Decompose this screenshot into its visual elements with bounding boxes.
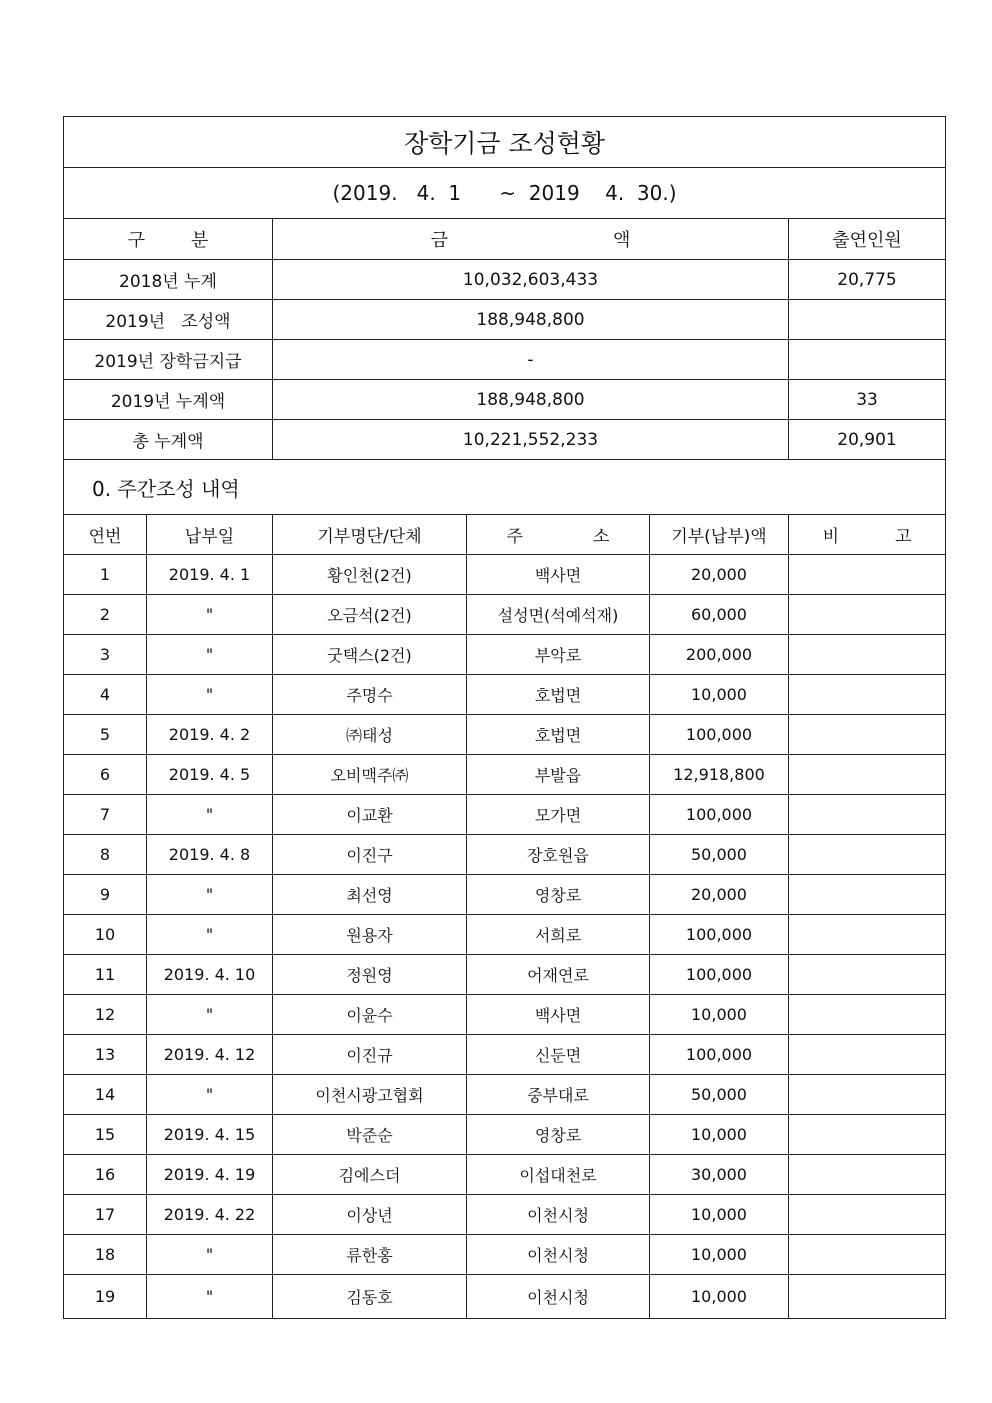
cell-address: 이천시청 bbox=[467, 1275, 650, 1319]
cell-amount: 20,000 bbox=[650, 875, 789, 915]
cell-date: 2019. 4. 8 bbox=[147, 835, 273, 875]
summary-label: 총 누계액 bbox=[64, 420, 273, 460]
table-row bbox=[64, 635, 946, 675]
summary-donors bbox=[789, 300, 946, 340]
summary-amount: 188,948,800 bbox=[273, 300, 789, 340]
cell-date: 2019. 4. 10 bbox=[147, 955, 273, 995]
cell-note bbox=[789, 1155, 946, 1195]
cell-donor: 이윤수 bbox=[273, 995, 467, 1035]
cell-note bbox=[789, 1195, 946, 1235]
report-period: (2019. 4. 1 ~ 2019 4. 30.) bbox=[64, 168, 946, 219]
cell-amount: 10,000 bbox=[650, 1195, 789, 1235]
cell-note bbox=[789, 795, 946, 835]
cell-donor: 최선영 bbox=[273, 875, 467, 915]
cell-address: 호법면 bbox=[467, 715, 650, 755]
cell-address: 백사면 bbox=[467, 555, 650, 595]
cell-note bbox=[789, 875, 946, 915]
cell-donor: 황인천(2건) bbox=[273, 555, 467, 595]
header-amount-char-2: 액 bbox=[613, 230, 631, 251]
header-address-char-1: 주 bbox=[506, 527, 523, 547]
summary-row bbox=[64, 260, 946, 300]
cell-amount: 50,000 bbox=[650, 835, 789, 875]
cell-donor: 이천시광고협회 bbox=[273, 1075, 467, 1115]
table-row bbox=[64, 1035, 946, 1075]
page-title: 장학기금 조성현황 bbox=[64, 117, 946, 168]
header-date: 납부일 bbox=[147, 515, 273, 555]
cell-no: 1 bbox=[64, 555, 147, 595]
cell-address: 어재연로 bbox=[467, 955, 650, 995]
cell-date: " bbox=[147, 875, 273, 915]
report-table bbox=[63, 116, 946, 1319]
cell-donor: 주명수 bbox=[273, 675, 467, 715]
cell-donor: 이상년 bbox=[273, 1195, 467, 1235]
cell-no: 19 bbox=[64, 1275, 147, 1319]
cell-address: 영창로 bbox=[467, 1115, 650, 1155]
cell-amount: 30,000 bbox=[650, 1155, 789, 1195]
table-row bbox=[64, 1075, 946, 1115]
cell-no: 13 bbox=[64, 1035, 147, 1075]
cell-note bbox=[789, 595, 946, 635]
cell-donor: 오비맥주㈜ bbox=[273, 755, 467, 795]
cell-address: 장호원읍 bbox=[467, 835, 650, 875]
summary-amount: 10,032,603,433 bbox=[273, 260, 789, 300]
header-category bbox=[64, 219, 273, 260]
table-row bbox=[64, 995, 946, 1035]
table-row bbox=[64, 915, 946, 955]
cell-note bbox=[789, 715, 946, 755]
cell-date: 2019. 4. 15 bbox=[147, 1115, 273, 1155]
table-row bbox=[64, 555, 946, 595]
cell-no: 14 bbox=[64, 1075, 147, 1115]
cell-amount: 100,000 bbox=[650, 915, 789, 955]
cell-address: 중부대로 bbox=[467, 1075, 650, 1115]
cell-date: 2019. 4. 22 bbox=[147, 1195, 273, 1235]
header-category-char-1: 구 bbox=[127, 230, 145, 251]
cell-note bbox=[789, 555, 946, 595]
detail-header-row bbox=[64, 515, 946, 555]
cell-donor: 원용자 bbox=[273, 915, 467, 955]
cell-no: 15 bbox=[64, 1115, 147, 1155]
cell-amount: 10,000 bbox=[650, 1275, 789, 1319]
cell-no: 8 bbox=[64, 835, 147, 875]
header-amount-char-1: 금 bbox=[430, 230, 448, 251]
cell-note bbox=[789, 835, 946, 875]
cell-date: " bbox=[147, 1275, 273, 1319]
cell-date: " bbox=[147, 675, 273, 715]
cell-no: 17 bbox=[64, 1195, 147, 1235]
cell-no: 4 bbox=[64, 675, 147, 715]
cell-amount: 20,000 bbox=[650, 555, 789, 595]
cell-address: 이섭대천로 bbox=[467, 1155, 650, 1195]
cell-amount: 200,000 bbox=[650, 635, 789, 675]
cell-note bbox=[789, 1115, 946, 1155]
cell-no: 10 bbox=[64, 915, 147, 955]
summary-amount: 10,221,552,233 bbox=[273, 420, 789, 460]
cell-address: 이천시청 bbox=[467, 1235, 650, 1275]
cell-date: 2019. 4. 5 bbox=[147, 755, 273, 795]
cell-date: 2019. 4. 1 bbox=[147, 555, 273, 595]
cell-note bbox=[789, 755, 946, 795]
cell-date: " bbox=[147, 635, 273, 675]
cell-donor: 이진구 bbox=[273, 835, 467, 875]
cell-no: 11 bbox=[64, 955, 147, 995]
cell-address: 부발읍 bbox=[467, 755, 650, 795]
table-row bbox=[64, 835, 946, 875]
cell-amount: 100,000 bbox=[650, 795, 789, 835]
cell-donor: 이진규 bbox=[273, 1035, 467, 1075]
table-row bbox=[64, 1275, 946, 1319]
cell-donor: 굿택스(2건) bbox=[273, 635, 467, 675]
cell-donor: ㈜태성 bbox=[273, 715, 467, 755]
cell-note bbox=[789, 675, 946, 715]
summary-amount: 188,948,800 bbox=[273, 380, 789, 420]
cell-no: 12 bbox=[64, 995, 147, 1035]
cell-amount: 10,000 bbox=[650, 1235, 789, 1275]
table-row bbox=[64, 795, 946, 835]
cell-amount: 10,000 bbox=[650, 995, 789, 1035]
summary-label: 2019년 장학금지급 bbox=[64, 340, 273, 380]
table-row bbox=[64, 755, 946, 795]
summary-row bbox=[64, 300, 946, 340]
cell-no: 9 bbox=[64, 875, 147, 915]
cell-date: " bbox=[147, 1075, 273, 1115]
table-row bbox=[64, 715, 946, 755]
cell-amount: 100,000 bbox=[650, 715, 789, 755]
cell-amount: 10,000 bbox=[650, 1115, 789, 1155]
summary-row bbox=[64, 340, 946, 380]
cell-note bbox=[789, 1035, 946, 1075]
cell-address: 이천시청 bbox=[467, 1195, 650, 1235]
cell-note bbox=[789, 955, 946, 995]
header-address bbox=[467, 515, 650, 555]
header-donor: 기부명단/단체 bbox=[273, 515, 467, 555]
cell-donor: 박준순 bbox=[273, 1115, 467, 1155]
cell-note bbox=[789, 1275, 946, 1319]
section-row bbox=[64, 460, 946, 515]
cell-no: 18 bbox=[64, 1235, 147, 1275]
table-row bbox=[64, 1115, 946, 1155]
cell-amount: 100,000 bbox=[650, 955, 789, 995]
table-row bbox=[64, 1235, 946, 1275]
cell-note bbox=[789, 1235, 946, 1275]
cell-date: 2019. 4. 19 bbox=[147, 1155, 273, 1195]
cell-address: 설성면(석예석재) bbox=[467, 595, 650, 635]
header-amount-paid: 기부(납부)액 bbox=[650, 515, 789, 555]
cell-no: 3 bbox=[64, 635, 147, 675]
summary-donors: 20,901 bbox=[789, 420, 946, 460]
cell-amount: 10,000 bbox=[650, 675, 789, 715]
cell-address: 호법면 bbox=[467, 675, 650, 715]
cell-date: " bbox=[147, 995, 273, 1035]
cell-address: 백사면 bbox=[467, 995, 650, 1035]
cell-no: 7 bbox=[64, 795, 147, 835]
scholarship-fund-report bbox=[63, 116, 945, 1319]
table-row bbox=[64, 675, 946, 715]
table-row bbox=[64, 1195, 946, 1235]
header-note-char-2: 고 bbox=[895, 527, 912, 547]
summary-row bbox=[64, 380, 946, 420]
cell-date: " bbox=[147, 1235, 273, 1275]
cell-no: 6 bbox=[64, 755, 147, 795]
cell-date: " bbox=[147, 595, 273, 635]
cell-donor: 이교환 bbox=[273, 795, 467, 835]
cell-address: 부악로 bbox=[467, 635, 650, 675]
cell-date: " bbox=[147, 915, 273, 955]
cell-no: 5 bbox=[64, 715, 147, 755]
cell-donor: 정원영 bbox=[273, 955, 467, 995]
cell-amount: 50,000 bbox=[650, 1075, 789, 1115]
cell-no: 16 bbox=[64, 1155, 147, 1195]
header-category-char-2: 분 bbox=[191, 230, 209, 251]
table-row bbox=[64, 875, 946, 915]
section-title: 0. 주간조성 내역 bbox=[64, 460, 946, 515]
header-note-char-1: 비 bbox=[822, 527, 840, 547]
summary-label: 2019년 누계액 bbox=[64, 380, 273, 420]
cell-address: 모가면 bbox=[467, 795, 650, 835]
summary-label: 2019년 조성액 bbox=[64, 300, 273, 340]
table-row bbox=[64, 955, 946, 995]
summary-donors: 20,775 bbox=[789, 260, 946, 300]
cell-donor: 오금석(2건) bbox=[273, 595, 467, 635]
cell-amount: 60,000 bbox=[650, 595, 789, 635]
summary-label: 2018년 누계 bbox=[64, 260, 273, 300]
cell-donor: 김에스더 bbox=[273, 1155, 467, 1195]
cell-date: " bbox=[147, 795, 273, 835]
summary-donors: 33 bbox=[789, 380, 946, 420]
summary-row bbox=[64, 420, 946, 460]
summary-donors bbox=[789, 340, 946, 380]
header-amount bbox=[273, 219, 789, 260]
cell-amount: 100,000 bbox=[650, 1035, 789, 1075]
header-address-char-2: 소 bbox=[593, 527, 610, 547]
header-no: 연번 bbox=[64, 515, 147, 555]
cell-note bbox=[789, 995, 946, 1035]
table-row bbox=[64, 1155, 946, 1195]
header-note bbox=[789, 515, 946, 555]
table-row bbox=[64, 595, 946, 635]
cell-date: 2019. 4. 2 bbox=[147, 715, 273, 755]
header-donors: 출연인원 bbox=[789, 219, 946, 260]
cell-no: 2 bbox=[64, 595, 147, 635]
cell-donor: 류한홍 bbox=[273, 1235, 467, 1275]
cell-note bbox=[789, 1075, 946, 1115]
cell-address: 신둔면 bbox=[467, 1035, 650, 1075]
cell-date: 2019. 4. 12 bbox=[147, 1035, 273, 1075]
cell-address: 영창로 bbox=[467, 875, 650, 915]
cell-amount: 12,918,800 bbox=[650, 755, 789, 795]
cell-note bbox=[789, 915, 946, 955]
summary-amount: - bbox=[273, 340, 789, 380]
cell-donor: 김동호 bbox=[273, 1275, 467, 1319]
cell-address: 서희로 bbox=[467, 915, 650, 955]
cell-note bbox=[789, 635, 946, 675]
